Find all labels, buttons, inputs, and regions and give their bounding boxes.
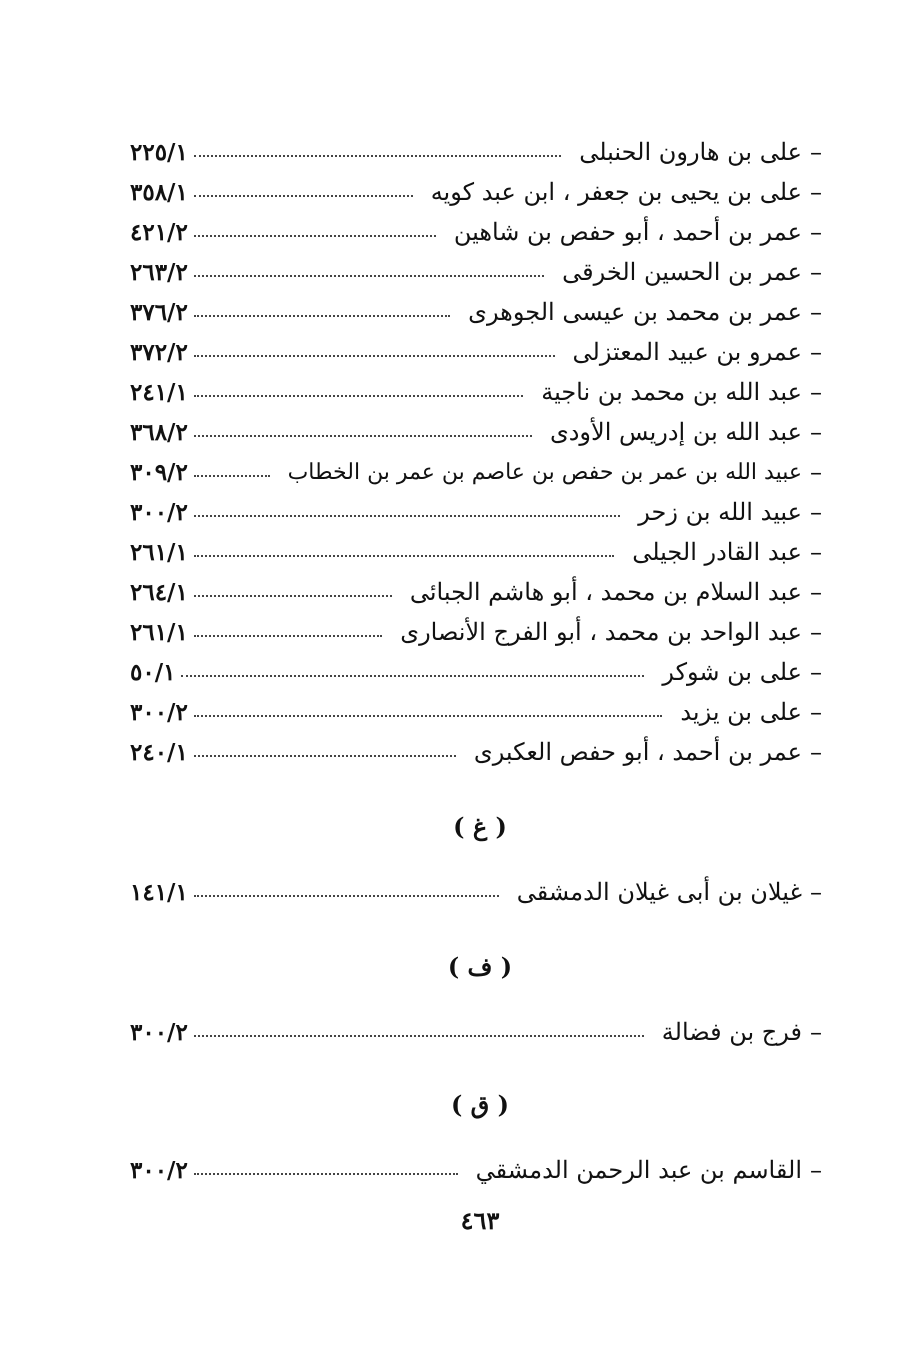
- dot-leader: [194, 235, 436, 237]
- dot-leader: [194, 1173, 458, 1175]
- entry-reference: ٣٠٠/٢: [130, 1018, 188, 1046]
- entry-name: عبد القادر الجيلى: [632, 538, 802, 566]
- entry-reference: ٣٧٢/٢: [130, 338, 188, 366]
- dot-leader: [194, 275, 544, 277]
- dot-leader: [194, 395, 523, 397]
- entry-dash: –: [810, 458, 822, 486]
- index-entry: [130, 414, 830, 450]
- index-entry: [130, 454, 830, 490]
- entry-dash: –: [810, 698, 822, 726]
- entry-dash: –: [810, 658, 822, 686]
- index-entry: [130, 694, 830, 730]
- entry-reference: ٣٥٨/١: [130, 178, 188, 206]
- entry-reference: ٣٠٠/٢: [130, 1156, 188, 1184]
- entry-name: عمر بن أحمد ، أبو حفص العكبرى: [473, 738, 802, 766]
- dot-leader: [194, 715, 662, 717]
- entry-dash: –: [810, 258, 822, 286]
- entry-name: عبد الله بن إدريس الأودى: [549, 418, 802, 446]
- dot-leader: [194, 155, 561, 157]
- entry-dash: –: [810, 738, 822, 766]
- entry-dash: –: [810, 538, 822, 566]
- entry-name: عمر بن محمد بن عيسى الجوهرى: [468, 298, 802, 326]
- entry-reference: ٣٦٨/٢: [130, 418, 188, 446]
- entry-dash: –: [810, 1156, 822, 1184]
- entry-name: عبد السلام بن محمد ، أبو هاشم الجبائى: [409, 578, 802, 606]
- entry-dash: –: [810, 138, 822, 166]
- dot-leader: [194, 555, 614, 557]
- index-entry: [130, 654, 830, 690]
- entry-name: على بن يحيى بن جعفر ، ابن عبد كويه: [430, 178, 802, 206]
- index-entry: [130, 374, 830, 410]
- section-heading-ghain: ( غ ): [453, 812, 507, 841]
- entry-name: عمرو بن عبيد المعتزلى: [572, 338, 802, 366]
- entry-dash: –: [810, 218, 822, 246]
- dot-leader: [194, 595, 392, 597]
- index-entry: [130, 294, 830, 330]
- index-entry: [130, 614, 830, 650]
- entry-reference: ٢٢٥/١: [130, 138, 188, 166]
- entry-name: عبد الله بن محمد بن ناجية: [541, 378, 802, 406]
- dot-leader: [194, 635, 382, 637]
- entry-dash: –: [810, 178, 822, 206]
- index-entry: [130, 734, 830, 770]
- entry-name: على بن شوكر: [662, 658, 802, 686]
- entry-reference: ٣٠٩/٢: [130, 458, 188, 486]
- index-entry: [130, 134, 830, 170]
- dot-leader: [194, 895, 499, 897]
- entry-dash: –: [810, 618, 822, 646]
- page-number: ٤٦٣: [460, 1206, 500, 1235]
- index-entry: [130, 534, 830, 570]
- entry-reference: ٤٢١/٢: [130, 218, 188, 246]
- entry-reference: ٢٤٠/١: [130, 738, 188, 766]
- entry-reference: ٢٤١/١: [130, 378, 188, 406]
- dot-leader: [194, 355, 555, 357]
- entry-reference: ٣٠٠/٢: [130, 698, 188, 726]
- section-heading-fa: ( ف ): [447, 952, 513, 981]
- index-entry: [130, 254, 830, 290]
- dot-leader: [194, 195, 413, 197]
- entry-dash: –: [810, 298, 822, 326]
- entry-reference: ٥٠/١: [130, 658, 176, 686]
- entry-dash: –: [810, 378, 822, 406]
- entry-name: عمر بن الحسين الخرقى: [562, 258, 802, 286]
- index-entry: [130, 334, 830, 370]
- entry-reference: ٢٦١/١: [130, 538, 188, 566]
- entry-name: عبيد الله بن عمر بن حفص بن عاصم بن عمر بن الخطاب: [287, 459, 802, 485]
- dot-leader: [194, 515, 620, 517]
- entry-reference: ١٤١/١: [130, 878, 188, 906]
- dot-leader: [194, 475, 270, 477]
- dot-leader: [181, 675, 644, 677]
- section-heading-qaf: ( ق ): [450, 1090, 510, 1119]
- index-entry: [130, 494, 830, 530]
- entry-dash: –: [810, 418, 822, 446]
- dot-leader: [194, 1035, 644, 1037]
- index-entry: [130, 174, 830, 210]
- entry-name: على بن هارون الحنبلى: [579, 138, 802, 166]
- entry-reference: ٢٦٣/٢: [130, 258, 188, 286]
- entry-name: على بن يزيد: [680, 698, 802, 726]
- dot-leader: [194, 435, 532, 437]
- entry-dash: –: [810, 498, 822, 526]
- dot-leader: [194, 755, 456, 757]
- entry-reference: ٢٦١/١: [130, 618, 188, 646]
- index-entry: [130, 1152, 830, 1188]
- entry-name: القاسم بن عبد الرحمن الدمشقي: [475, 1156, 802, 1184]
- entry-dash: –: [810, 338, 822, 366]
- entry-dash: –: [810, 878, 822, 906]
- entry-name: غيلان بن أبى غيلان الدمشقى: [516, 878, 802, 906]
- index-entry: [130, 574, 830, 610]
- entry-name: عبد الواحد بن محمد ، أبو الفرج الأنصارى: [400, 618, 802, 646]
- index-entry: [130, 1014, 830, 1050]
- entry-name: عبيد الله بن زحر: [638, 498, 802, 526]
- entry-name: عمر بن أحمد ، أبو حفص بن شاهين: [453, 218, 802, 246]
- entry-reference: ٣٠٠/٢: [130, 498, 188, 526]
- index-entry: [130, 214, 830, 250]
- dot-leader: [194, 315, 450, 317]
- entry-dash: –: [810, 1018, 822, 1046]
- entry-name: فرج بن فضالة: [661, 1018, 802, 1046]
- entry-dash: –: [810, 578, 822, 606]
- entry-reference: ٣٧٦/٢: [130, 298, 188, 326]
- index-entry: [130, 874, 830, 910]
- entry-reference: ٢٦٤/١: [130, 578, 188, 606]
